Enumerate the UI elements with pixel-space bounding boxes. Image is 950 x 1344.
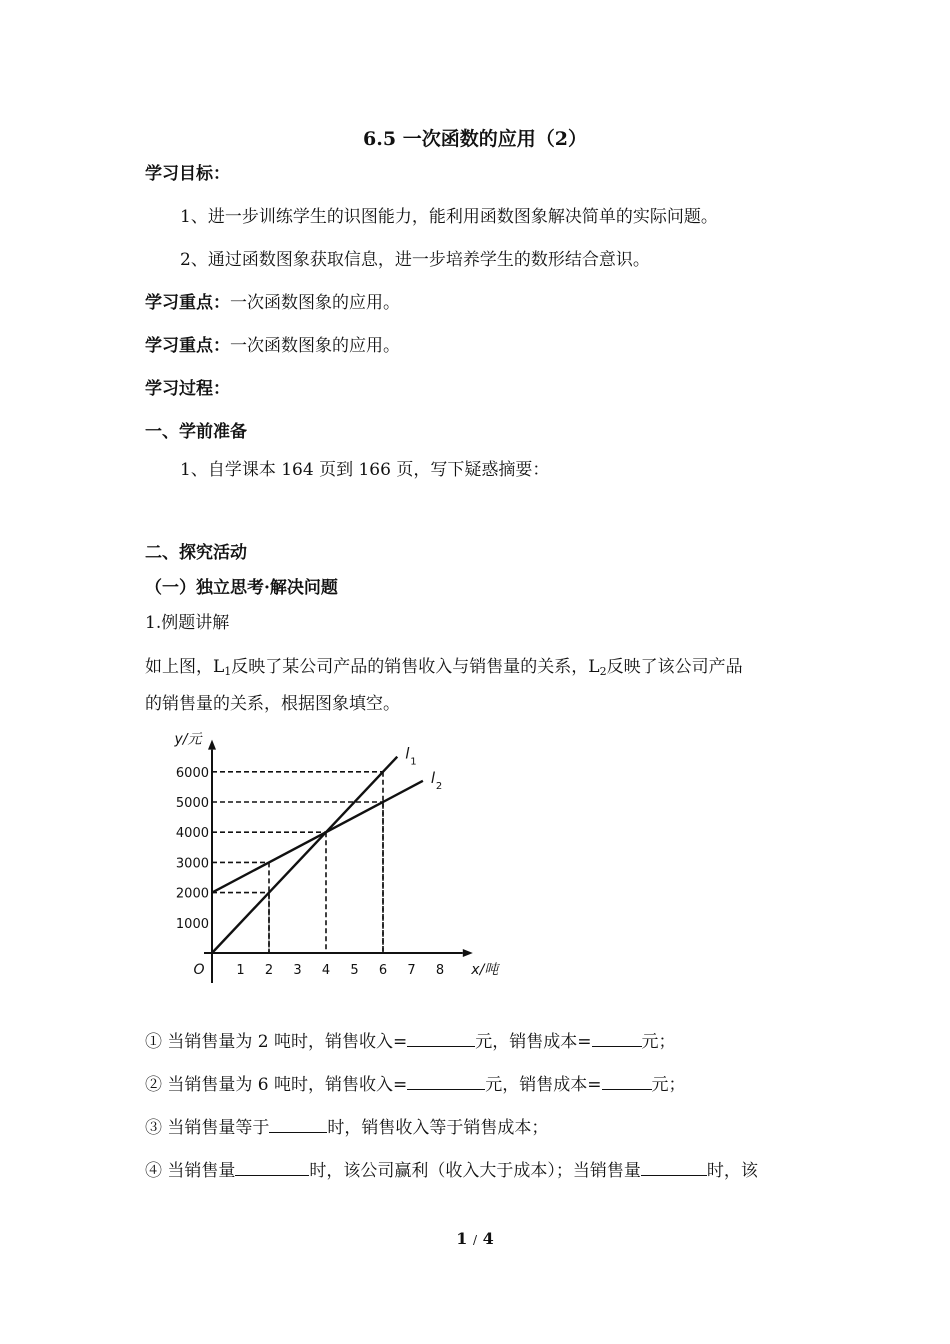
series-line-l2: [212, 781, 423, 893]
y-tick-label: 4000: [175, 826, 209, 842]
section2-subheading: （一）独立思考·解决问题: [145, 578, 338, 598]
y-tick-label: 1000: [175, 916, 209, 932]
question-text: 时，该公司赢利（收入大于成本）；当销售量: [309, 1161, 641, 1181]
para-text: 反映了该公司产品: [606, 657, 743, 677]
x-tick-label: 7: [407, 963, 416, 978]
page-separator: /: [472, 1233, 478, 1247]
x-tick-label: 5: [350, 963, 359, 978]
question-text: 时，销售收入等于销售成本；: [327, 1118, 549, 1138]
function-graph: [160, 725, 505, 990]
key-point-1: [145, 292, 400, 314]
key-point-2: [145, 335, 400, 357]
question-text: 时，该: [706, 1161, 758, 1181]
answer-blank[interactable]: [641, 1159, 707, 1176]
series-label-sub-l1: 1: [410, 756, 417, 768]
question-text: 当销售量: [162, 1161, 236, 1181]
x-tick-label: 8: [435, 963, 445, 978]
question-number: ②: [145, 1075, 162, 1095]
answer-blank[interactable]: [602, 1073, 652, 1090]
question-2: [145, 1073, 686, 1096]
question-number: ③: [145, 1118, 162, 1138]
question-number: ④: [145, 1161, 162, 1181]
answer-blank[interactable]: [407, 1073, 485, 1090]
section2-heading: 二、探究活动: [145, 543, 247, 563]
x-axis-label: x/吨: [471, 962, 499, 978]
page-title: 6.5 一次函数的应用（2）: [363, 128, 587, 150]
para-text: 如上图，L: [145, 657, 225, 677]
x-tick-label: 4: [321, 963, 331, 978]
answer-blank[interactable]: [269, 1116, 327, 1133]
x-tick-label: 1: [236, 963, 245, 978]
answer-blank[interactable]: [592, 1030, 642, 1047]
page-number: [0, 1229, 950, 1248]
section1-item: 1、自学课本 164 页到 166 页，写下疑惑摘要：: [180, 460, 550, 480]
y-tick-label: 6000: [175, 765, 209, 781]
question-text: 元；: [641, 1032, 676, 1052]
example-label: 1.例题讲解: [145, 613, 230, 633]
process-heading: 学习过程：: [145, 379, 230, 399]
y-tick-label: 3000: [175, 856, 209, 872]
para-subscript: 1: [224, 665, 232, 678]
question-text: 当销售量为 2 吨时，销售收入=: [162, 1032, 408, 1052]
goals-heading: 学习目标：: [145, 164, 230, 184]
question-text: 元；: [651, 1075, 686, 1095]
answer-blank[interactable]: [235, 1159, 309, 1176]
goal-item-2: 2、通过函数图象获取信息，进一步培养学生的数形结合意识。: [180, 250, 650, 270]
key-point-label: 学习重点：: [145, 336, 230, 356]
series-line-l1: [212, 757, 397, 953]
y-tick-label: 5000: [175, 796, 209, 811]
question-4: [145, 1159, 758, 1182]
key-point-text: 一次函数图象的应用。: [230, 293, 400, 313]
y-tick-label: 2000: [175, 886, 209, 902]
section1-heading: 一、学前准备: [145, 422, 247, 442]
key-point-text: 一次函数图象的应用。: [230, 336, 400, 356]
origin-label: O: [193, 962, 205, 978]
para-subscript: 2: [599, 665, 607, 678]
y-axis-arrow: [208, 740, 216, 750]
x-tick-label: 2: [264, 963, 274, 978]
question-1: [145, 1030, 676, 1053]
series-label-l1: l: [405, 744, 410, 763]
example-paragraph-line2: 的销售量的关系，根据图象填空。: [145, 694, 400, 714]
question-text: 当销售量为 6 吨时，销售收入=: [162, 1075, 408, 1095]
question-3: [145, 1116, 548, 1139]
key-point-label: 学习重点：: [145, 293, 230, 313]
series-label-sub-l2: 2: [435, 780, 443, 792]
question-text: 元，销售成本=: [475, 1032, 592, 1052]
series-label-l2: l: [430, 768, 436, 787]
y-axis-label: y/元: [174, 731, 202, 748]
question-text: 当销售量等于: [162, 1118, 270, 1138]
page-current: 1: [456, 1229, 468, 1248]
example-paragraph-line1: [145, 656, 743, 683]
x-tick-label: 6: [378, 963, 388, 978]
question-number: ①: [145, 1032, 162, 1052]
page-total: 4: [482, 1229, 494, 1248]
x-axis-arrow: [463, 949, 473, 957]
para-text: 反映了某公司产品的销售收入与销售量的关系，L: [231, 657, 600, 677]
x-tick-label: 3: [293, 963, 302, 978]
answer-blank[interactable]: [407, 1030, 475, 1047]
goal-item-1: 1、进一步训练学生的识图能力，能利用函数图象解决简单的实际问题。: [180, 207, 718, 227]
question-text: 元，销售成本=: [485, 1075, 602, 1095]
